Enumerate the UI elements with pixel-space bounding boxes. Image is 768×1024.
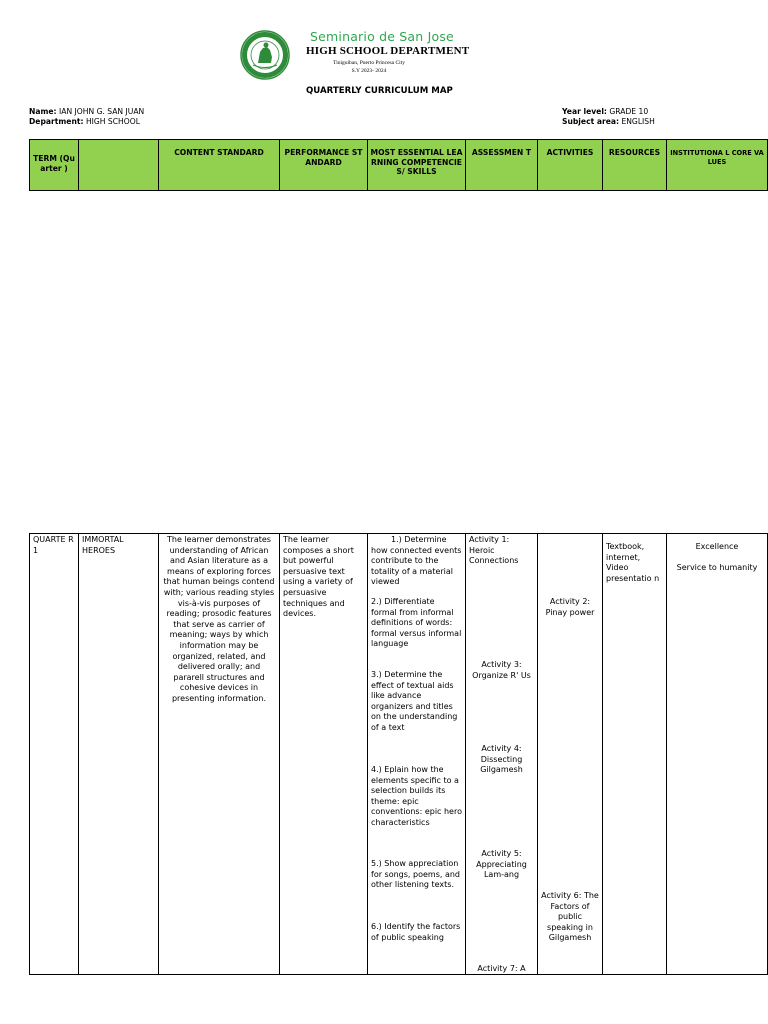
cell-competencies	[368, 534, 466, 975]
curriculum-header-table	[29, 139, 768, 191]
competency-item: 3.) Determine the effect of textual aids like advance organizers and titles on the understanding of a text	[371, 670, 458, 732]
cell-term: QUARTE R 1	[30, 534, 79, 975]
cell-topic: IMMORTAL HEROES	[79, 534, 159, 975]
col-header-competencies: MOST ESSENTIAL LEARNING COMPETENCIES/ SKILLS	[368, 140, 466, 191]
col-header-assessment: ASSESSMEN T	[466, 140, 538, 191]
name-line	[29, 107, 144, 117]
department-line	[29, 117, 144, 127]
name-label: Name:	[29, 107, 57, 116]
meta-right	[562, 107, 655, 127]
activity-item: Activity 2: Pinay power	[545, 597, 595, 617]
year-level-label: Year level:	[562, 107, 607, 116]
competency-item: 6.) Identify the factors of public speaking	[371, 922, 461, 942]
competency-item: 4.) Eplain how the elements specific to a selection builds its theme: epic conventions: epic hero characteristics	[371, 765, 462, 827]
name-value: IAN JOHN G. SAN JUAN	[59, 107, 145, 116]
cell-content-standard: The learner demonstrates understanding of African and Asian literature as a means of exploring forces that human beings contend with; various reading styles vis-à-vis purposes of reading; prosodic features that serve as carrier of meaning; ways by which information may be organized, related, and delivered orally; and pararell structures and cohesive devices in presenting information.	[159, 534, 280, 975]
col-header-topic	[79, 140, 159, 191]
meta-left	[29, 107, 144, 127]
department-value: HIGH SCHOOL	[85, 117, 140, 126]
department-label: Department:	[29, 117, 84, 126]
school-seal-logo	[240, 30, 290, 80]
col-header-resources: RESOURCES	[603, 140, 667, 191]
col-header-content-standard: CONTENT STANDARD	[159, 140, 280, 191]
cell-resources: Textbook, internet, Video presentatio n	[603, 534, 667, 975]
subject-area-label: Subject area:	[562, 117, 620, 126]
assessment-item: Activity 4: Dissecting Gilgamesh	[480, 744, 523, 775]
assessment-item: Activity 1: Heroic Connections	[469, 535, 519, 566]
activity-item: Activity 6: The Factors of public speaking in Gilgamesh	[541, 891, 599, 943]
competency-item: 5.) Show appreciation for songs, poems, and other listening texts.	[371, 859, 460, 890]
col-header-performance-standard: PERFORMANCE STANDARD	[280, 140, 368, 191]
col-header-core-values: INSTITUTIONA L CORE VALUES	[667, 140, 768, 191]
competency-item: 1.) Determine how connected events contribute to the totality of a material viewed	[371, 535, 462, 587]
cell-performance-standard: The learner composes a short but powerful persuasive text using a variety of persuasive techniques and devices.	[280, 534, 368, 975]
school-year: S.Y 2023- 2024	[351, 68, 387, 74]
subject-area-value: ENGLISH	[621, 117, 655, 126]
core-value-item: Excellence	[695, 542, 739, 551]
competency-item: 2.) Differentiate formal from informal definitions of words: formal versus informal language	[371, 597, 462, 649]
curriculum-body-table	[29, 533, 768, 975]
col-header-term: TERM (Quarter )	[30, 140, 79, 191]
cell-activities	[538, 534, 603, 975]
assessment-item: Activity 3: Organize R' Us	[472, 660, 531, 680]
department-heading: HIGH SCHOOL DEPARTMENT	[306, 45, 470, 57]
year-level-line	[562, 107, 655, 117]
school-name: Seminario de San Jose	[310, 29, 454, 44]
cell-core-values	[667, 534, 768, 975]
subject-area-line	[562, 117, 655, 127]
document-title: QUARTERLY CURRICULUM MAP	[306, 86, 453, 96]
assessment-item: Activity 7: A	[477, 964, 526, 973]
cell-assessment	[466, 534, 538, 975]
core-value-item: Service to humanity	[676, 562, 758, 572]
address-line: Tiniguiban, Puerto Princesa City	[333, 60, 405, 66]
school-address	[314, 59, 424, 75]
assessment-item: Activity 5: Appreciating Lam-ang	[476, 849, 527, 880]
col-header-activities: ACTIVITIES	[538, 140, 603, 191]
year-level-value: GRADE 10	[609, 107, 649, 116]
